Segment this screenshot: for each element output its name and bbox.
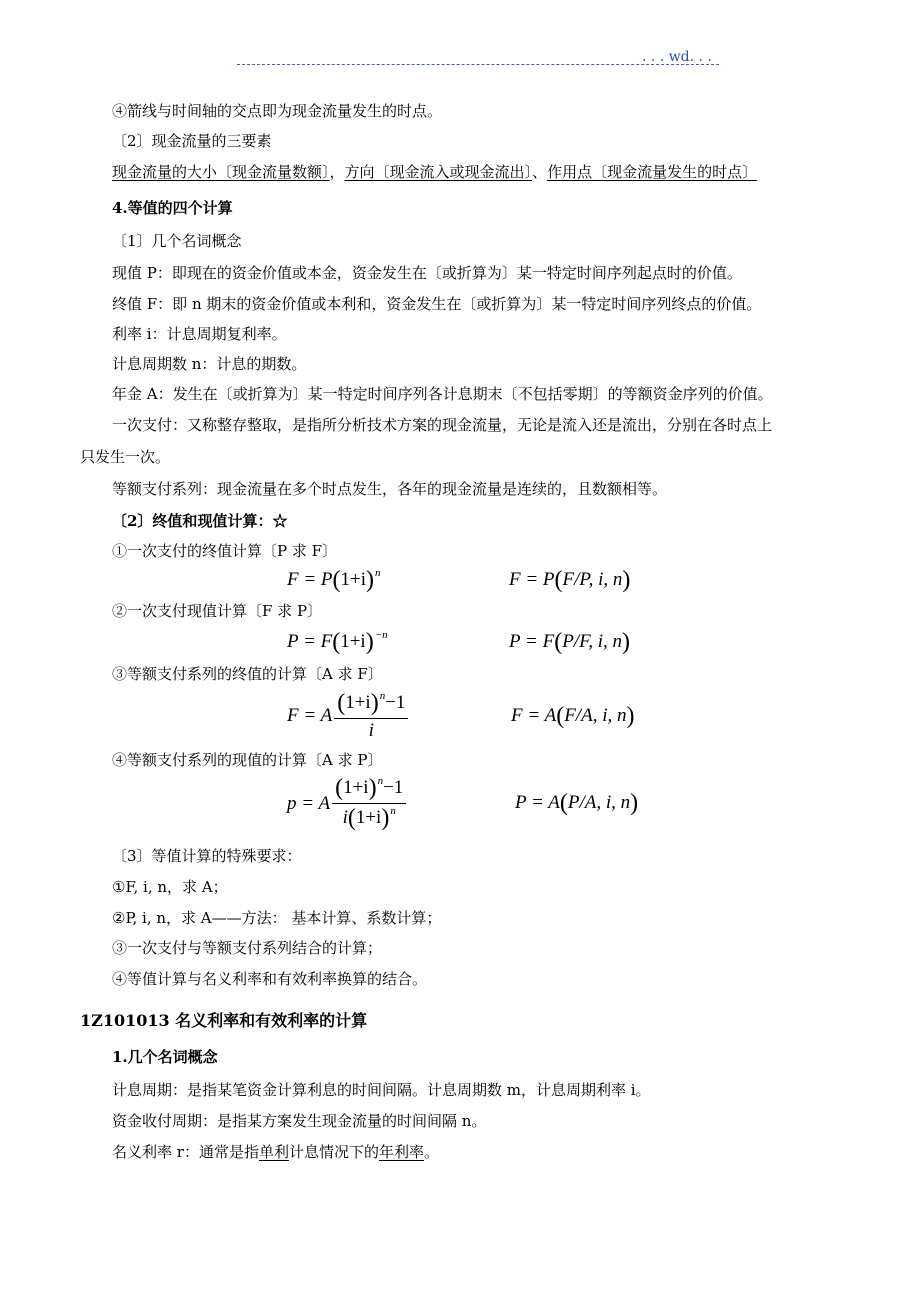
text-line: ④等额支付系列的现值的计算〔A 求 P〕: [112, 751, 383, 769]
underlined-term: 年利率: [378, 1143, 424, 1161]
text-line: 〔2〕现金流量的三要素: [112, 132, 272, 150]
text-line: ④等值计算与名义利率和有效利率换算的结合。: [112, 970, 428, 988]
text-line: ②P, i, n，求 A——方法： 基本计算、系数计算；: [112, 909, 442, 927]
text-line: ③一次支付与等额支付系列结合的计算；: [112, 939, 383, 957]
text-line: 年金 A：发生在〔或折算为〕某一特定时间序列各计息期末〔不包括零期〕的等额资金序列的价值。: [112, 385, 773, 403]
text-line: 资金收付周期：是指某方案发生现金流量的时间间隔 n。: [112, 1112, 487, 1130]
text-line: 〔3〕等值计算的特殊要求：: [112, 847, 302, 865]
text-line: ①一次支付的终值计算〔P 求 F〕: [112, 542, 338, 560]
underlined-term: 作用点〔现金流量发生的时点〕: [547, 163, 758, 181]
section-heading: 1.几个名词概念: [112, 1048, 218, 1066]
text-line: 〔1〕几个名词概念: [112, 232, 242, 250]
formula-present-value: $P = F(1+i)^{-n}$: [287, 629, 388, 655]
text-line: 计息周期：是指某笔资金计算利息的时间间隔。计息周期数 m，计息周期利率 i。: [112, 1081, 651, 1099]
underlined-term: 单利: [258, 1143, 289, 1161]
text-line: 只发生一次。: [80, 448, 171, 466]
underlined-term: 方向〔现金流入或现金流出〕: [344, 163, 533, 181]
chapter-heading: 1Z101013 名义利率和有效利率的计算: [80, 1011, 368, 1030]
nominal-rate-line: 名义利率 r：通常是指单利计息情况下的年利率。: [112, 1143, 440, 1161]
formula-present-value-factor: P = F(P/F, i, n): [509, 629, 631, 655]
text-line: 一次支付：又称整存整取，是指所分析技术方案的现金流量，无论是流入还是流出，分别在各时点上: [112, 416, 773, 434]
section-heading: 4.等值的四个计算: [112, 199, 233, 217]
section-heading: 〔2〕终值和现值计算：☆: [112, 512, 288, 530]
formula-future-value: $F = P(1+i)^n$: [287, 567, 381, 593]
three-elements-line: 现金流量的大小〔现金流量数额〕，方向〔现金流入或现金流出〕、作用点〔现金流量发生的时点〕: [112, 163, 758, 181]
header-watermark: . . . wd. . .: [642, 49, 712, 65]
formula-annuity-future-value-factor: F = A(F/A, i, n): [511, 703, 635, 729]
formula-annuity-future-value: F = A $\frac{(1+i)^n-1}{i}$: [287, 690, 408, 742]
text-line: 计息周期数 n：计息的期数。: [112, 355, 307, 373]
underlined-term: 现金流量的大小〔现金流量数额〕: [112, 163, 330, 181]
formula-annuity-present-value-factor: P = A(P/A, i, n): [515, 790, 639, 816]
text-line: ②一次支付现值计算〔F 求 P〕: [112, 602, 323, 620]
formula-future-value-factor: F = P(F/P, i, n): [509, 567, 631, 593]
formula-annuity-present-value: p = A $\frac{(1+i)^n-1}{i(1+i)^n}$: [287, 775, 406, 832]
text-line: 终值 F：即 n 期末的资金价值或本利和，资金发生在〔或折算为〕某一特定时间序列终点的价值。: [112, 295, 762, 313]
text-line: ④箭线与时间轴的交点即为现金流量发生的时点。: [112, 102, 443, 120]
text-line: ①F, i, n，求 A；: [112, 878, 228, 896]
text-line: ③等额支付系列的终值的计算〔A 求 F〕: [112, 665, 383, 683]
text-line: 利率 i：计息周期复利率。: [112, 325, 287, 343]
text-line: 等额支付系列：现金流量在多个时点发生，各年的现金流量是连续的，且数额相等。: [112, 480, 668, 498]
text-line: 现值 P：即现在的资金价值或本金，资金发生在〔或折算为〕某一特定时间序列起点时的价值。: [112, 264, 742, 282]
